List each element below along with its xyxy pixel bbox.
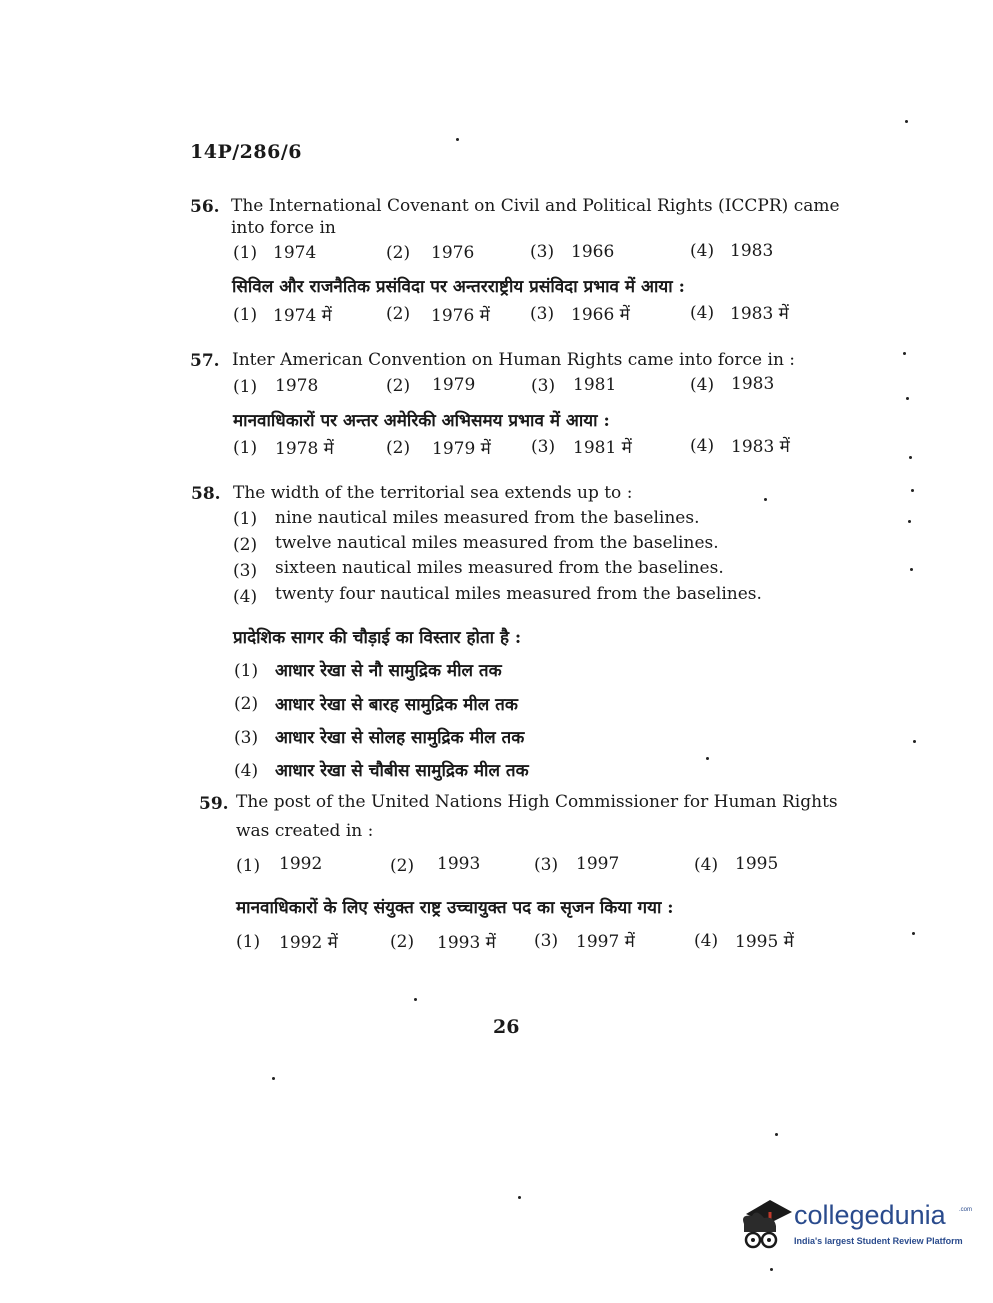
option-number: (4) <box>690 375 715 395</box>
scan-speck <box>910 568 913 571</box>
option-value: 1992 में <box>279 933 338 953</box>
option-number: (2) <box>386 438 411 458</box>
logo-wordmark: collegedunia <box>794 1200 946 1230</box>
option-value: 1981 में <box>573 438 632 458</box>
hindi-question-text: प्रादेशिक सागर की चौड़ाई का विस्तार होता है : <box>233 628 522 648</box>
scan-speck <box>775 1133 778 1136</box>
option-value: 1983 में <box>731 437 790 457</box>
option-value: 1983 में <box>730 304 789 324</box>
option-number: (3) <box>234 728 259 748</box>
paper-code: 14P/286/6 <box>190 141 302 163</box>
question-text: Inter American Convention on Human Rights came into force in : <box>232 350 796 370</box>
option-value: sixteen nautical miles measured from the baselines. <box>275 558 724 578</box>
scan-speck <box>911 489 914 492</box>
option-number: (3) <box>534 855 559 875</box>
scan-speck <box>903 352 906 355</box>
question-text: The width of the territorial sea extends up to : <box>233 483 633 503</box>
option-number: (1) <box>234 661 259 681</box>
option-value: 1974 <box>273 243 317 263</box>
option-number: (1) <box>233 438 258 458</box>
scan-speck <box>906 397 909 400</box>
option-number: (4) <box>690 303 715 323</box>
option-number: (2) <box>386 243 411 263</box>
option-value: twelve nautical miles measured from the baselines. <box>275 533 719 553</box>
collegedunia-logo <box>736 1194 973 1264</box>
option-number: (1) <box>233 305 258 325</box>
option-value: 1976 <box>431 243 475 263</box>
option-number: (2) <box>233 535 258 555</box>
option-value: आधार रेखा से सोलह सामुद्रिक मील तक <box>275 728 525 748</box>
option-number: (2) <box>386 376 411 396</box>
option-value: 1979 <box>432 375 476 395</box>
option-value: 1993 में <box>437 933 496 953</box>
question-number: 58. <box>191 484 221 504</box>
option-number: (1) <box>233 377 258 397</box>
option-value: 1992 <box>279 854 323 874</box>
question-number: 59. <box>199 794 229 814</box>
option-value: 1979 में <box>432 439 491 459</box>
scan-speck <box>908 520 911 523</box>
option-number: (2) <box>386 304 411 324</box>
option-number: (3) <box>531 437 556 457</box>
option-value: twenty four nautical miles measured from the baselines. <box>275 584 762 604</box>
option-value: आधार रेखा से नौ सामुद्रिक मील तक <box>275 661 502 681</box>
option-number: (3) <box>531 376 556 396</box>
option-number: (2) <box>390 856 415 876</box>
scan-speck <box>909 456 912 459</box>
question-text: into force in <box>231 218 336 238</box>
option-value: 1976 में <box>431 306 490 326</box>
scan-speck <box>905 120 908 123</box>
scan-speck <box>912 932 915 935</box>
option-number: (4) <box>694 931 719 951</box>
option-number: (4) <box>234 761 259 781</box>
option-number: (4) <box>233 587 258 607</box>
option-number: (1) <box>233 243 258 263</box>
option-value: 1966 <box>571 242 615 262</box>
question-number: 56. <box>190 197 220 217</box>
option-number: (2) <box>234 694 259 714</box>
question-text: The post of the United Nations High Commissioner for Human Rights <box>236 792 838 812</box>
option-value: 1981 <box>573 375 617 395</box>
option-value: 1983 <box>731 374 775 394</box>
option-value: nine nautical miles measured from the baselines. <box>275 508 700 528</box>
option-value: आधार रेखा से बारह सामुद्रिक मील तक <box>275 695 518 715</box>
option-number: (3) <box>534 931 559 951</box>
option-value: 1997 में <box>576 932 635 952</box>
option-number: (3) <box>530 242 555 262</box>
scan-speck <box>706 757 709 760</box>
question-number: 57. <box>190 351 220 371</box>
option-value: 1995 <box>735 854 779 874</box>
hindi-question-text: मानवाधिकारों के लिए संयुक्त राष्ट्र उच्चायुक्त पद का सृजन किया गया : <box>236 898 674 918</box>
option-number: (3) <box>233 561 258 581</box>
logo-tagline: India's largest Student Review Platform <box>794 1236 963 1246</box>
option-value: 1983 <box>730 241 774 261</box>
option-value: 1966 में <box>571 305 630 325</box>
option-number: (4) <box>690 436 715 456</box>
option-value: 1978 <box>275 376 319 396</box>
option-number: (4) <box>690 241 715 261</box>
hindi-question-text: सिविल और राजनैतिक प्रसंविदा पर अन्तरराष्ट्रीय प्रसंविदा प्रभाव में आया : <box>232 277 685 297</box>
scan-speck <box>913 740 916 743</box>
option-value: 1993 <box>437 854 481 874</box>
option-number: (3) <box>530 304 555 324</box>
hindi-question-text: मानवाधिकारों पर अन्तर अमेरिकी अभिसमय प्रभाव में आया : <box>233 411 610 431</box>
option-number: (2) <box>390 932 415 952</box>
option-number: (4) <box>694 855 719 875</box>
page-number: 26 <box>493 1016 520 1038</box>
option-value: आधार रेखा से चौबीस सामुद्रिक मील तक <box>275 761 529 781</box>
scan-speck <box>456 138 459 141</box>
option-value: 1995 में <box>735 932 794 952</box>
option-value: 1978 में <box>275 439 334 459</box>
scan-speck <box>770 1268 773 1271</box>
option-number: (1) <box>236 932 261 952</box>
option-value: 1997 <box>576 854 620 874</box>
logo-domain-suffix: .com <box>959 1207 973 1213</box>
question-text: was created in : <box>236 821 374 841</box>
question-text: The International Covenant on Civil and Political Rights (ICCPR) came <box>231 196 840 216</box>
scan-speck <box>764 498 767 501</box>
scan-speck <box>414 998 417 1001</box>
option-number: (1) <box>236 856 261 876</box>
option-value: 1974 में <box>273 306 332 326</box>
scan-speck <box>518 1196 521 1199</box>
option-number: (1) <box>233 509 258 529</box>
scan-speck <box>272 1077 275 1080</box>
mascot-icon <box>736 1194 792 1258</box>
